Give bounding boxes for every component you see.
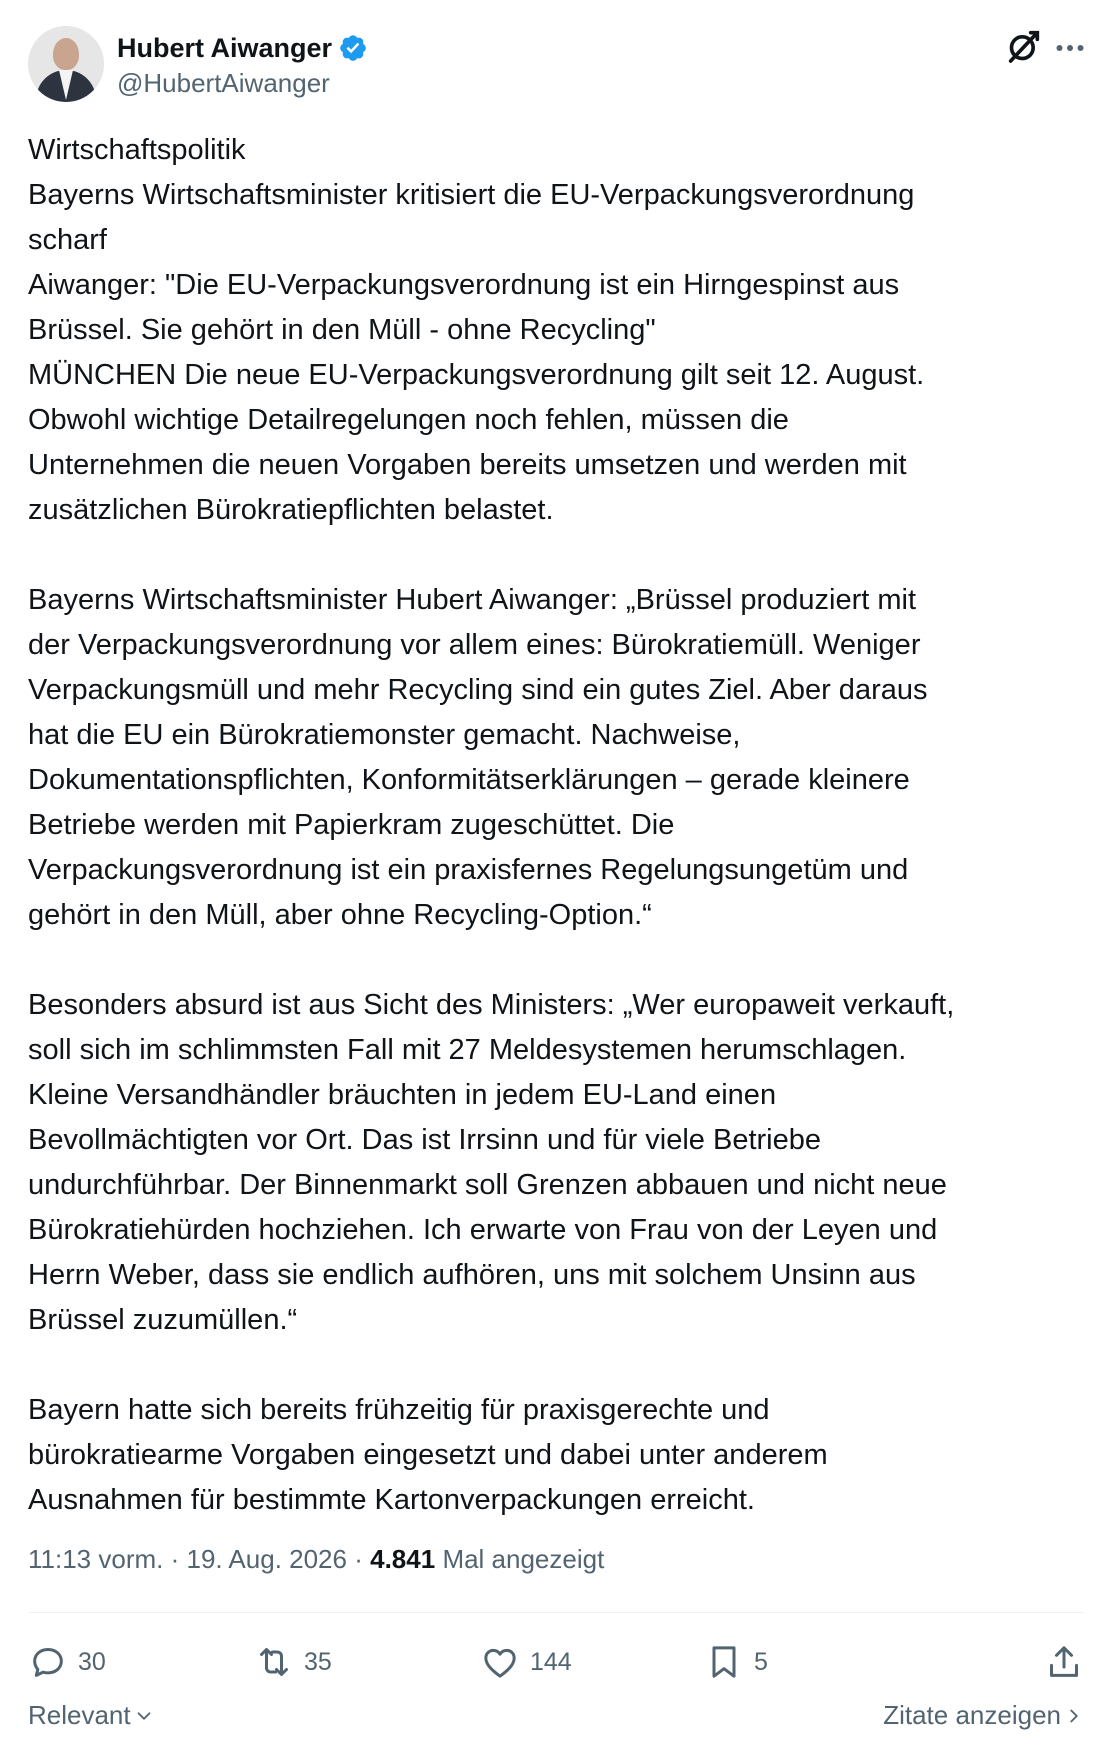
reply-icon: [28, 1642, 68, 1682]
action-bar: [28, 1634, 1085, 1690]
repost-icon: [254, 1642, 294, 1682]
like-button[interactable]: [480, 1634, 572, 1690]
verified-badge-icon[interactable]: [338, 33, 368, 63]
author-name[interactable]: Hubert Aiwanger: [117, 32, 333, 63]
chevron-down-icon: [133, 1705, 155, 1727]
bookmark-button[interactable]: [704, 1634, 768, 1690]
share-icon: [1044, 1642, 1084, 1682]
reply-button[interactable]: [28, 1634, 106, 1690]
divider: [28, 1612, 1085, 1613]
reply-count: 30: [78, 1647, 106, 1676]
heart-icon: [480, 1642, 520, 1682]
tweet-header: [28, 26, 1085, 106]
chevron-right-icon: [1063, 1705, 1085, 1727]
share-button[interactable]: [1044, 1634, 1084, 1690]
tweet-text: Wirtschaftspolitik Bayerns Wirtschaftsminister kritisiert die EU-Verpackungsverordnung scharf Aiwanger: "Die EU-Verpackungsverordnung ist ein Hirngespinst aus Brüssel. Sie gehört in den Müll - ohne Recycling" MÜNCHEN Die neue EU-Verpackungsverordnung gilt seit 12. August. Obwohl wichtige Detailregelungen noch fehlen, müssen die Unternehmen die neuen Vorgaben bereits umsetzen und werden mit zusätzlichen Bürokratiepflichten belastet. Bayerns Wirtschaftsminister Hubert Aiwanger: „Brüssel produziert mit der Verpackungsverordnung vor allem eines: Bürokratiemüll. Weniger Verpackungsmüll und mehr Recycling sind ein gutes Ziel. Aber daraus hat die EU ein Bürokratiemonster gemacht. Nachweise, Dokumentationspflichten, Konformitätserklärungen – gerade kleinere Betriebe werden mit Papierkram zugeschüttet. Die Verpackungsverordnung ist ein praxisfernes Regelungsungetüm und gehört in den Müll, aber ohne Recycling-Option.“ Besonders absurd ist aus Sicht des Ministers: „Wer europaweit verkauft, soll sich im schlimmsten Fall mit 27 Meldesystemen herumschlagen. Kleine Versandhändler bräuchten in jedem EU-Land einen Bevollmächtigten vor Ort. Das ist Irrsinn und für viele Betriebe undurchführbar. Der Binnenmarkt soll Grenzen abbauen und nicht neue Bürokratiehürden hochziehen. Ich erwarte von Frau von der Leyen und Herrn Weber, dass sie endlich aufhören, uns mit solchem Unsinn aus Brüssel zuzumüllen.“ Bayern hatte sich bereits frühzeitig für praxisgerechte und bürokratiearme Vorgaben eingesetzt und dabei unter anderem Ausnahmen für bestimmte Kartonverpackungen erreicht.: [28, 134, 955, 1516]
tweet-meta: [28, 1544, 604, 1575]
repost-button[interactable]: [254, 1634, 332, 1690]
grok-icon[interactable]: [1004, 26, 1044, 66]
quotes-label: Zitate anzeigen: [883, 1700, 1061, 1730]
author-name-row[interactable]: [117, 30, 368, 66]
sort-dropdown[interactable]: [28, 1700, 155, 1731]
tweet-time[interactable]: 11:13 vorm.: [28, 1544, 164, 1574]
like-count: 144: [530, 1647, 572, 1676]
more-icon[interactable]: [1052, 30, 1088, 66]
view-quotes-link[interactable]: [883, 1700, 1085, 1731]
avatar[interactable]: [28, 26, 104, 102]
bookmark-icon: [704, 1642, 744, 1682]
meta-separator: ·: [170, 1544, 180, 1574]
meta-separator: ·: [354, 1544, 363, 1574]
repost-count: 35: [304, 1647, 332, 1676]
sort-label: Relevant: [28, 1700, 131, 1730]
views-label: Mal angezeigt: [442, 1544, 605, 1574]
author-handle[interactable]: @HubertAiwanger: [117, 68, 330, 98]
replies-footer: [28, 1700, 1085, 1742]
tweet-date[interactable]: 19. Aug. 2026: [186, 1544, 347, 1574]
view-count: 4.841: [370, 1544, 436, 1574]
bookmark-count: 5: [754, 1647, 768, 1676]
